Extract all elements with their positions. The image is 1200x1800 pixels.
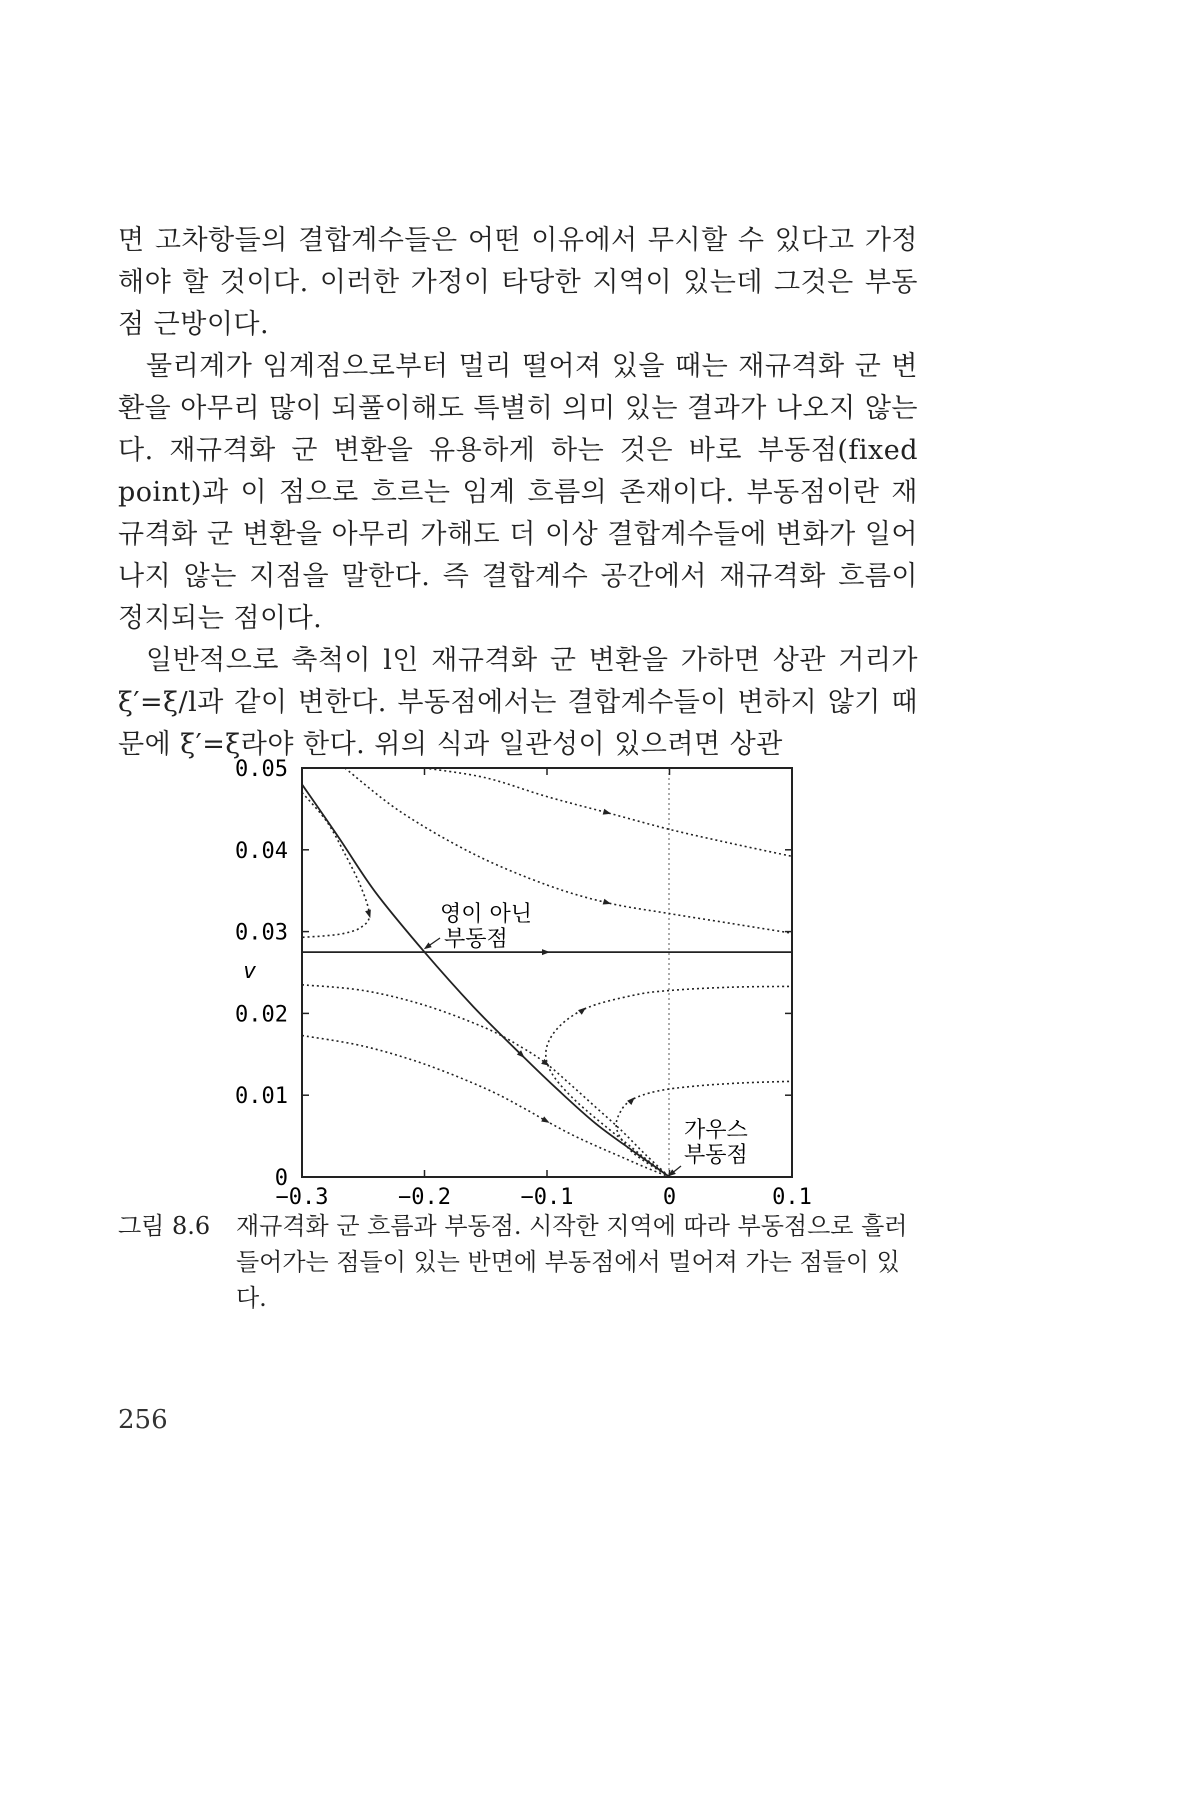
x-tick-label: 0.1 xyxy=(772,1185,812,1210)
gaussian-fixed-point-arrow xyxy=(671,1166,681,1174)
flow-arrow-8 xyxy=(627,1095,637,1105)
caption-text: 재규격화 군 흐름과 부동점. 시작한 지역에 따라 부동점으로 흘러들어가는 점들이 있는 반면에 부동점에서 멀어져 가는 점들이 있다. xyxy=(236,1212,908,1312)
flow-arrow-6 xyxy=(541,1116,551,1125)
y-tick-label: 0.04 xyxy=(235,838,288,864)
y-tick-label: 0.03 xyxy=(235,920,288,946)
x-tick-label: −0.2 xyxy=(398,1185,451,1210)
paragraph-fixed-point: 물리계가 임계점으로부터 멀리 떨어져 있을 때는 재규격화 군 변환을 아무리 많이 되풀이해도 특별히 의미 있는 결과가 나오지 않는다. 재규격화 군 변환을 유용하게 하는 것은 바로 부동점(fixed point)과 이 점으로 흐르는 임계 흐름의 존재이다. 부동점이란 재규격화 군 변환을 아무리 가해도 더 이상 결합계수들에 변화가 일어나지 않는 지점을 말한다. 즉 결합계수 공간에서 재규격화 흐름이 정지되는 점이다. xyxy=(118,351,918,634)
x-tick-label: −0.1 xyxy=(520,1185,574,1210)
nonzero-fixed-point-arrow xyxy=(427,938,440,947)
flow-curve-6 xyxy=(302,1036,670,1178)
y-axis-label: v xyxy=(243,959,257,984)
flow-arrow-3 xyxy=(603,809,612,817)
caption-label: 그림 8.6 xyxy=(118,1212,211,1240)
x-tick-label: −0.3 xyxy=(275,1185,329,1210)
paragraph-correlation: 일반적으로 축척이 l인 재규격화 군 변환을 가하면 상관 거리가 ξ′=ξ/l과 같이 변한다. 부동점에서는 결합계수들이 변하지 않기 때문에 ξ′=ξ라야 한다. 위의 식과 일관성이 있으려면 상관 xyxy=(118,645,918,760)
gaussian-fixed-point-label-line1: 가우스 xyxy=(684,1118,748,1143)
flow-arrow-4 xyxy=(365,910,373,919)
gaussian-fixed-point-label-line2: 부동점 xyxy=(684,1143,748,1168)
flow-arrow-1 xyxy=(542,949,550,955)
y-tick-label: 0.05 xyxy=(235,757,288,782)
x-tick-label: 0 xyxy=(662,1185,677,1210)
flow-curve-2 xyxy=(345,768,792,933)
paragraph-intro: 면 고차항들의 결합계수들은 어떤 이유에서 무시할 수 있다고 가정해야 할 것이다. 이러한 가정이 타당한 지역이 있는데 그것은 부동점 근방이다. xyxy=(118,225,918,340)
y-tick-label: 0.01 xyxy=(235,1084,288,1110)
y-tick-label: 0 xyxy=(274,1166,288,1191)
nonzero-fixed-point-label-line1: 영이 아닌 xyxy=(440,902,533,927)
y-tick-label: 0.02 xyxy=(235,1002,288,1028)
axis-ticks xyxy=(302,768,792,1177)
flow-curves xyxy=(302,768,792,1177)
flow-curve-0 xyxy=(302,784,670,1177)
flow-curve-5 xyxy=(302,985,670,1177)
nonzero-fixed-point-label-line2: 부동점 xyxy=(444,927,508,952)
page-number: 256 xyxy=(118,1405,168,1435)
plot-frame xyxy=(302,768,792,1177)
figure-caption xyxy=(118,1208,918,1316)
flow-arrow-7 xyxy=(578,1005,588,1015)
flow-curve-4 xyxy=(302,793,369,938)
